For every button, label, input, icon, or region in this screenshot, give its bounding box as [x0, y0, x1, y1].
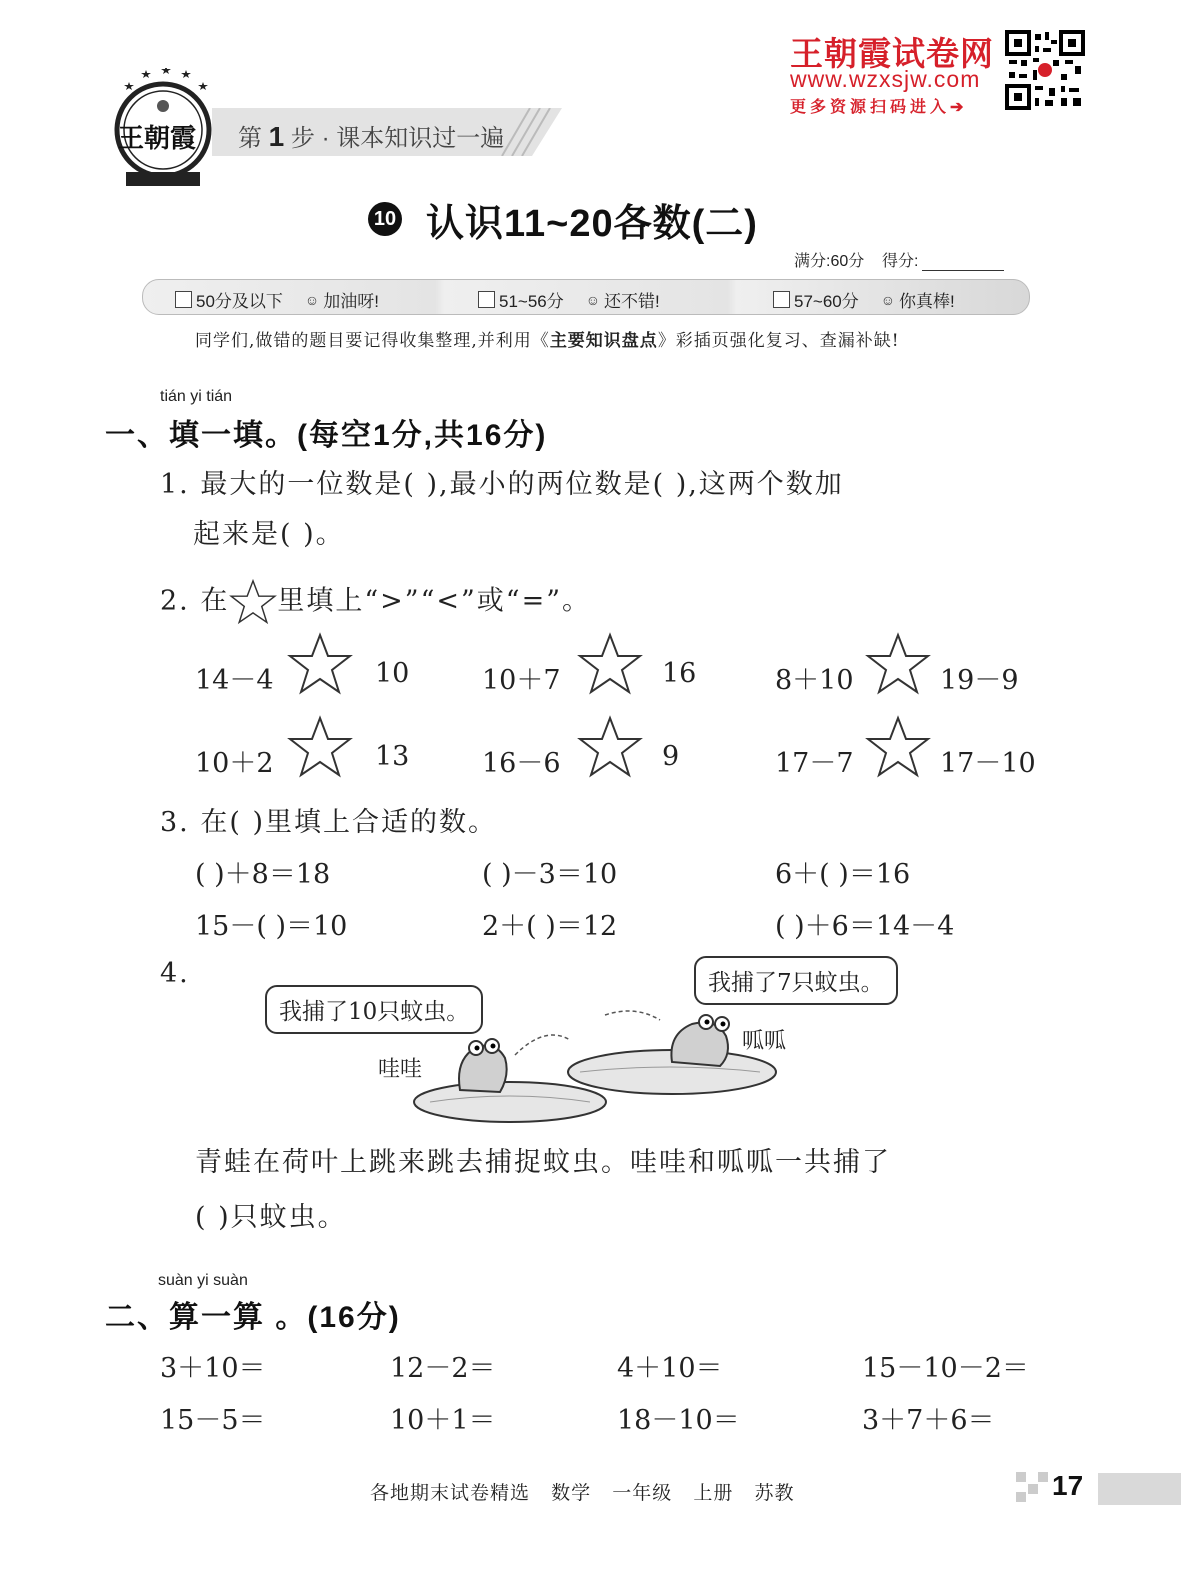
compare-right-expr: 10 — [375, 658, 410, 689]
calc-item[interactable]: 12－2＝ — [390, 1353, 496, 1384]
footer-text: 各地期末试卷精选 数学 一年级 上册 苏教 — [370, 1482, 795, 1504]
score-comment: 加油呀! — [323, 292, 379, 311]
q3-item[interactable]: 15－( )＝10 — [195, 911, 348, 942]
frog-name-right: 呱呱 — [742, 1029, 787, 1054]
star-icon — [229, 578, 277, 626]
score-range-item — [773, 287, 955, 312]
star-answer-box-icon[interactable] — [287, 715, 353, 779]
calc-item[interactable]: 3＋7＋6＝ — [862, 1405, 995, 1436]
q1-line2: 起来是( )。 — [193, 519, 345, 550]
section2-heading: 二、算一算 。(16分) — [105, 1301, 401, 1334]
score-bar — [142, 279, 1030, 315]
lesson-number-badge: 10 — [368, 202, 402, 236]
score-label: 得分: — [882, 253, 919, 270]
calc-item[interactable]: 15－10－2＝ — [862, 1353, 1029, 1384]
speech-bubble-left: 我捕了10只蚊虫。 — [265, 985, 483, 1034]
compare-right-expr: 17－10 — [940, 748, 1036, 779]
face-icon: ☺ — [585, 291, 601, 308]
face-icon: ☺ — [880, 291, 896, 308]
qr-code-icon[interactable] — [1005, 30, 1085, 110]
page-title: 认识11~20各数(二) — [426, 203, 758, 245]
brand-more-link[interactable]: 更多资源扫码进入➔ — [790, 99, 968, 116]
star-answer-box-icon[interactable] — [577, 632, 643, 696]
score-blank[interactable] — [922, 256, 1004, 271]
page-corner-decoration-icon — [1016, 1472, 1048, 1504]
q3-title: 3. 在( )里填上合适的数。 — [160, 807, 497, 838]
checkbox[interactable] — [175, 291, 192, 308]
compare-right-expr: 16 — [662, 658, 697, 689]
section2-pinyin: suàn yi suàn — [158, 1272, 248, 1289]
page-number-bar — [1098, 1473, 1181, 1505]
star-answer-box-icon[interactable] — [577, 715, 643, 779]
frog-name-left: 哇哇 — [378, 1057, 423, 1082]
compare-left-expr: 14－4 — [195, 665, 274, 696]
frogs-on-lily-pads-illustration — [410, 1010, 780, 1125]
checkbox[interactable] — [773, 291, 790, 308]
compare-left-expr: 10＋2 — [195, 748, 274, 779]
compare-left-expr: 10＋7 — [482, 665, 561, 696]
calc-item[interactable]: 15－5＝ — [160, 1405, 266, 1436]
section1-heading: 一、填一填。(每空1分,共16分) — [105, 419, 548, 452]
compare-left-expr: 17－7 — [775, 748, 854, 779]
q3-item[interactable]: ( )＋8＝18 — [195, 859, 331, 890]
star-answer-box-icon[interactable] — [287, 632, 353, 696]
face-icon: ☺ — [304, 291, 320, 308]
q1-line1: 1. 最大的一位数是( ),最小的两位数是( ),这两个数加 — [160, 469, 844, 500]
compare-left-expr: 16－6 — [482, 748, 561, 779]
compare-right-expr: 9 — [662, 741, 680, 772]
calc-item[interactable]: 3＋10＝ — [160, 1353, 266, 1384]
q4-line2: ( )只蚊虫。 — [195, 1202, 347, 1233]
logo-name: 王朝霞 — [118, 124, 197, 154]
star-answer-box-icon[interactable] — [865, 632, 931, 696]
q3-item[interactable]: 6＋( )＝16 — [775, 859, 911, 890]
compare-right-expr: 19－9 — [940, 665, 1019, 696]
step-label: 第 1 步 · 课本知识过一遍 — [238, 121, 505, 152]
page-number: 17 — [1052, 1470, 1084, 1501]
full-score: 满分:60分 — [794, 253, 865, 270]
checkbox[interactable] — [478, 291, 495, 308]
score-comment: 你真棒! — [899, 292, 955, 311]
score-range-item — [175, 287, 379, 312]
brand-title: 王朝霞试卷网 — [790, 35, 994, 72]
q3-item[interactable]: ( )－3＝10 — [482, 859, 618, 890]
score-comment: 还不错! — [604, 292, 660, 311]
score-range-item — [478, 287, 660, 312]
brand-url[interactable]: www.wzxsjw.com — [790, 66, 981, 92]
q4-number: 4. — [160, 958, 190, 989]
section1-pinyin: tián yi tián — [160, 388, 233, 405]
calc-item[interactable]: 18－10＝ — [617, 1405, 740, 1436]
speech-bubble-right: 我捕了7只蚊虫。 — [694, 956, 898, 1005]
q3-item[interactable]: 2＋( )＝12 — [482, 911, 618, 942]
notice-text: 同学们,做错的题目要记得收集整理,并利用《主要知识盘点》彩插页强化复习、查漏补缺! — [195, 331, 900, 351]
star-answer-box-icon[interactable] — [865, 715, 931, 779]
compare-right-expr: 13 — [375, 741, 410, 772]
score-range-label: 57~60分 — [794, 292, 859, 311]
q2-title: 2. 在 里填上“>”“<”或“=”。 — [160, 578, 591, 626]
score-range-label: 51~56分 — [499, 292, 564, 311]
score-range-label: 50分及以下 — [196, 292, 283, 311]
calc-item[interactable]: 10＋1＝ — [390, 1405, 496, 1436]
score-line — [794, 248, 1004, 271]
compare-left-expr: 8＋10 — [775, 665, 854, 696]
calc-item[interactable]: 4＋10＝ — [617, 1353, 723, 1384]
q3-item[interactable]: ( )＋6＝14－4 — [775, 911, 955, 942]
q4-line1: 青蛙在荷叶上跳来跳去捕捉蚊虫。哇哇和呱呱一共捕了 — [195, 1147, 891, 1178]
